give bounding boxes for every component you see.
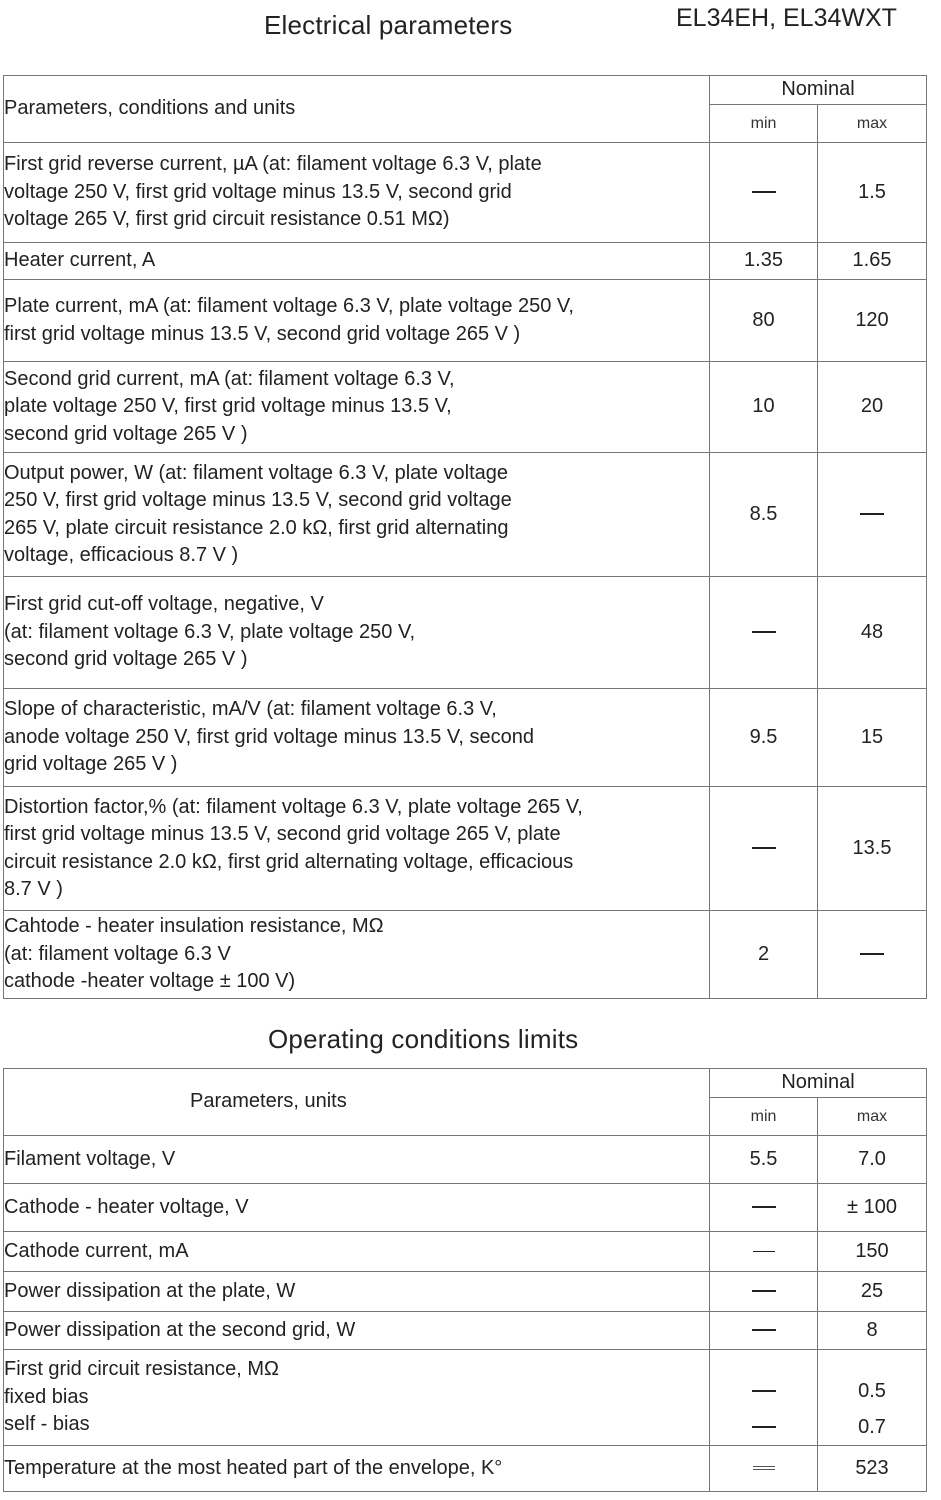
max-cell: 20	[818, 362, 927, 453]
param-cell: Cathode current, mA	[4, 1232, 710, 1272]
min-cell	[710, 143, 818, 243]
table-row	[4, 1232, 927, 1272]
min-cell: 8.5	[710, 453, 818, 577]
header-parameters: Parameters, units	[4, 1069, 710, 1136]
max-cell: 15	[818, 689, 927, 787]
max-cell: 8	[818, 1312, 927, 1350]
header-max: max	[818, 105, 927, 143]
param-cell: Cahtode - heater insulation resistance, MΩ (at: filament voltage 6.3 V cathode -heater voltage ± 100 V)	[4, 911, 710, 999]
param-cell: First grid cut-off voltage, negative, V (at: filament voltage 6.3 V, plate voltage 250 V, second grid voltage 265 V )	[4, 577, 710, 689]
min-cell: 2	[710, 911, 818, 999]
max-cell: 7.0	[818, 1136, 927, 1184]
table-row	[4, 787, 927, 911]
table-row	[4, 1312, 927, 1350]
min-cell	[710, 1232, 818, 1272]
min-cell: 5.5	[710, 1136, 818, 1184]
header-nominal: Nominal	[710, 1069, 927, 1098]
dash-mark	[752, 631, 776, 633]
param-cell: Plate current, mA (at: filament voltage 6.3 V, plate voltage 250 V, first grid voltage minus 13.5 V, second grid voltage 265 V )	[4, 280, 710, 362]
max-cell: 150	[818, 1232, 927, 1272]
param-cell: Heater current, A	[4, 243, 710, 280]
dash-mark	[752, 1426, 776, 1428]
table-row	[4, 280, 927, 362]
min-cell	[710, 1312, 818, 1350]
max-cell: 120	[818, 280, 927, 362]
min-cell: 10	[710, 362, 818, 453]
table-row	[4, 143, 927, 243]
min-cell	[710, 1350, 818, 1446]
min-cell	[710, 1446, 818, 1492]
param-cell: Second grid current, mA (at: filament voltage 6.3 V, plate voltage 250 V, first grid voltage minus 13.5 V, second grid voltage 265 V )	[4, 362, 710, 453]
max-cell	[818, 911, 927, 999]
min-cell: 1.35	[710, 243, 818, 280]
param-cell: Distortion factor,% (at: filament voltage 6.3 V, plate voltage 265 V, first grid voltage minus 13.5 V, second grid voltage 265 V, plate circuit resistance 2.0 kΩ, first grid alternating voltage, efficacious 8.7 V )	[4, 787, 710, 911]
dash-mark	[753, 1251, 775, 1252]
table-row	[4, 243, 927, 280]
max-self-bias: 0.7	[858, 1415, 886, 1438]
min-fixed-bias	[710, 1373, 817, 1409]
dash-mark	[860, 953, 884, 955]
header-nominal: Nominal	[710, 76, 927, 105]
dash-mark	[752, 1390, 776, 1392]
table-row	[4, 1272, 927, 1312]
electrical-parameters-title: Electrical parameters	[264, 10, 513, 40]
table-row	[4, 911, 927, 999]
max-cell: 48	[818, 577, 927, 689]
operating-conditions-title: Operating conditions limits	[268, 1024, 579, 1054]
operating-limits-table	[3, 1068, 927, 1492]
param-cell: First grid reverse current, µA (at: filament voltage 6.3 V, plate voltage 250 V, first grid voltage minus 13.5 V, second grid voltage 265 V, first grid circuit resistance 0.51 MΩ)	[4, 143, 710, 243]
max-cell: ± 100	[818, 1184, 927, 1232]
dash-mark	[752, 1290, 776, 1292]
table-row	[4, 1184, 927, 1232]
min-cell	[710, 577, 818, 689]
header-parameters: Parameters, conditions and units	[4, 76, 710, 143]
param-cell: Cathode - heater voltage, V	[4, 1184, 710, 1232]
header-min: min	[710, 1098, 818, 1136]
electrical-parameters-table	[3, 75, 927, 999]
max-cell: 13.5	[818, 787, 927, 911]
param-cell: First grid circuit resistance, MΩ fixed bias self - bias	[4, 1350, 710, 1446]
dash-mark	[752, 1329, 776, 1331]
table-header-row	[4, 76, 927, 105]
max-cell: 1.65	[818, 243, 927, 280]
param-cell: Output power, W (at: filament voltage 6.3 V, plate voltage 250 V, first grid voltage minus 13.5 V, second grid voltage 265 V, plate circuit resistance 2.0 kΩ, first grid alternating voltage, efficacious 8.7 V )	[4, 453, 710, 577]
table-header-row	[4, 1069, 927, 1098]
table-row	[4, 1446, 927, 1492]
dash-mark	[752, 847, 776, 849]
table-row	[4, 362, 927, 453]
min-cell: 9.5	[710, 689, 818, 787]
param-cell: Slope of characteristic, mA/V (at: filament voltage 6.3 V, anode voltage 250 V, first grid voltage minus 13.5 V, second grid voltage 265 V )	[4, 689, 710, 787]
header-max: max	[818, 1098, 927, 1136]
param-cell: Filament voltage, V	[4, 1136, 710, 1184]
max-fixed-bias: 0.5	[858, 1379, 886, 1402]
param-cell: Power dissipation at the plate, W	[4, 1272, 710, 1312]
header-min: min	[710, 105, 818, 143]
table-row	[4, 453, 927, 577]
table-row	[4, 1136, 927, 1184]
dash-mark	[752, 1206, 776, 1208]
dash-mark	[753, 1466, 775, 1470]
min-cell: 80	[710, 280, 818, 362]
min-cell	[710, 1184, 818, 1232]
dash-mark	[752, 191, 776, 193]
table-row	[4, 1350, 927, 1446]
max-cell: 523	[818, 1446, 927, 1492]
param-cell: Temperature at the most heated part of the envelope, K°	[4, 1446, 710, 1492]
max-cell: 25	[818, 1272, 927, 1312]
min-self-bias	[710, 1409, 817, 1445]
max-cell	[818, 1350, 927, 1446]
table-row	[4, 689, 927, 787]
model-designation: EL34EH, EL34WXT	[676, 4, 897, 32]
min-cell	[710, 1272, 818, 1312]
min-cell	[710, 787, 818, 911]
param-cell: Power dissipation at the second grid, W	[4, 1312, 710, 1350]
table-row	[4, 577, 927, 689]
dash-mark	[860, 513, 884, 515]
max-cell: 1.5	[818, 143, 927, 243]
max-cell	[818, 453, 927, 577]
